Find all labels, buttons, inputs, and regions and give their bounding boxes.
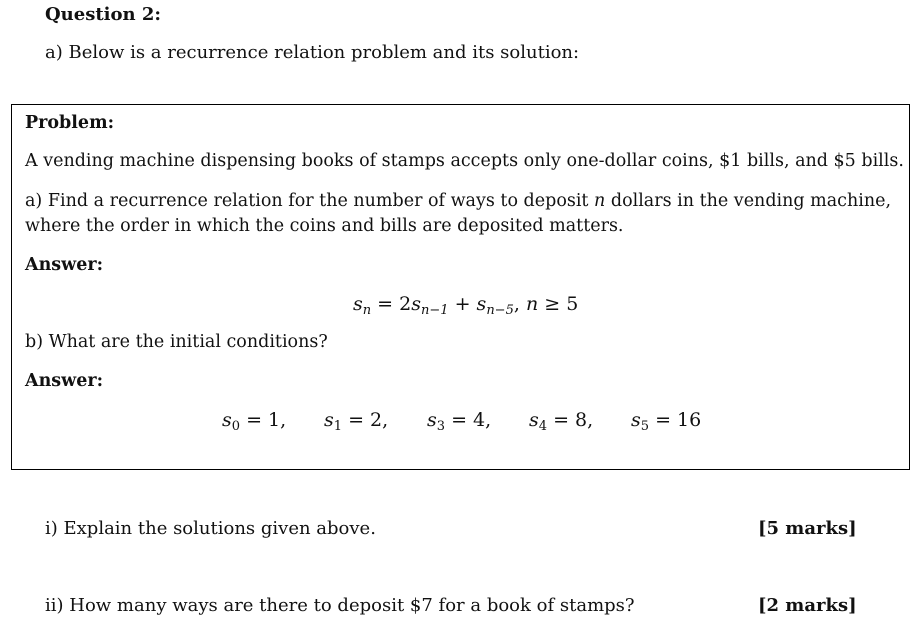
eq-cond: ≥ 5 — [538, 293, 579, 315]
problem-box — [11, 104, 910, 470]
initial-condition — [529, 409, 594, 434]
marks-i: [5 marks] — [758, 518, 857, 539]
part-a-suffix: dollars in the vending machine, where the order in which the coins and bills are deposited matters. — [25, 191, 892, 236]
part-b-question: b) What are the initial conditions? — [25, 332, 328, 352]
eq-lhs-var: s — [353, 293, 363, 315]
answer-label-a: Answer: — [25, 255, 104, 275]
eq-cond-var: n — [525, 293, 539, 315]
initial-condition — [222, 409, 287, 434]
eq-term1-var: s — [411, 293, 421, 315]
init-sub: 5 — [640, 419, 650, 434]
recurrence-equation — [353, 293, 579, 318]
init-sub: 3 — [436, 419, 446, 434]
part-a-variable: n — [594, 191, 606, 211]
initial-condition — [631, 409, 702, 434]
eq-lhs-sub: n — [362, 303, 372, 318]
init-var: s — [222, 409, 232, 431]
eq-plus: + — [448, 293, 477, 315]
init-value: = 8, — [547, 409, 594, 431]
marks-ii: [2 marks] — [758, 595, 857, 616]
problem-statement: A vending machine dispensing books of stamps accepts only one-dollar coins, $1 bills, and $5 bills. — [25, 151, 904, 171]
eq-term2-var: s — [476, 293, 487, 315]
initial-condition — [324, 409, 389, 434]
part-a-intro: a) Below is a recurrence relation problem and its solution: — [45, 42, 580, 63]
init-value: = 1, — [240, 409, 287, 431]
eq-term1-sub: n−1 — [421, 303, 449, 318]
part-a-question — [25, 189, 900, 239]
sub-question-ii: ii) How many ways are there to deposit $7 for a book of stamps? — [45, 595, 635, 616]
init-value: = 4, — [445, 409, 492, 431]
init-var: s — [427, 409, 437, 431]
init-value: = 2, — [342, 409, 389, 431]
eq-comma: , — [513, 293, 526, 315]
problem-label: Problem: — [25, 113, 115, 133]
init-var: s — [529, 409, 539, 431]
init-sub: 0 — [231, 419, 241, 434]
initial-condition — [427, 409, 492, 434]
init-var: s — [324, 409, 334, 431]
answer-label-b: Answer: — [25, 371, 104, 391]
eq-term2-sub: n−5 — [486, 303, 514, 318]
init-value: = 16 — [649, 409, 702, 431]
sub-question-i: i) Explain the solutions given above. — [45, 518, 376, 539]
part-a-prefix: a) Find a recurrence relation for the number of ways to deposit — [25, 191, 595, 211]
eq-equals: = 2 — [371, 293, 412, 315]
init-var: s — [631, 409, 641, 431]
init-sub: 1 — [333, 419, 343, 434]
init-sub: 4 — [538, 419, 548, 434]
question-heading: Question 2: — [45, 4, 162, 25]
